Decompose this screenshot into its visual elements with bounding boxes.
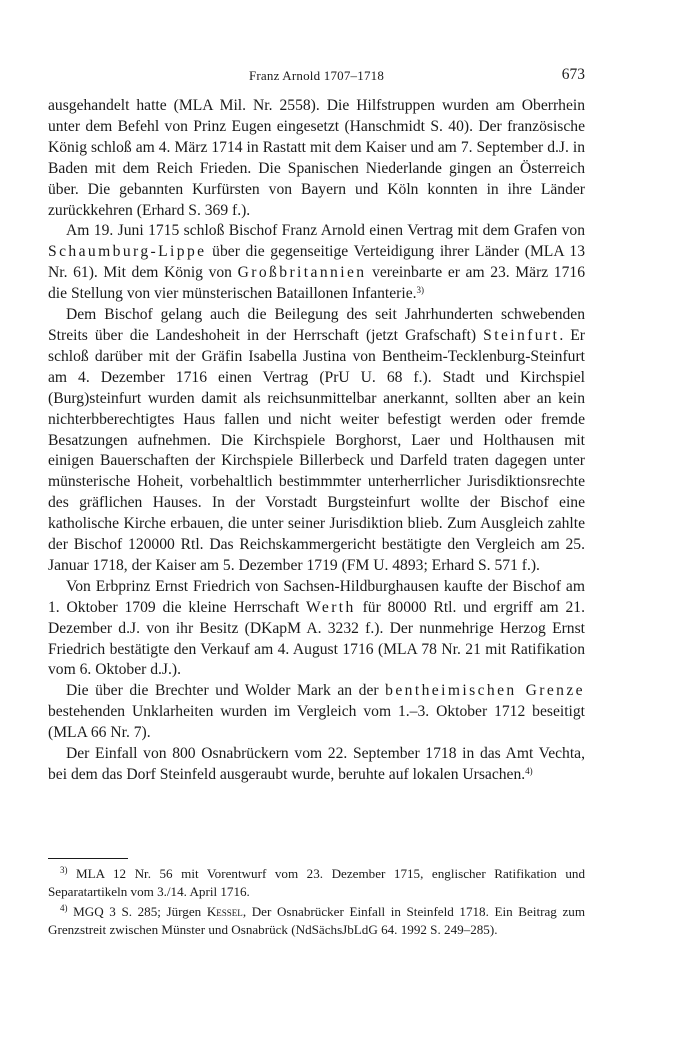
spaced-name-werth: Werth <box>306 598 356 616</box>
footnote-ref-4[interactable]: 4) <box>525 766 533 776</box>
paragraph-1-text: ausgehandelt hatte (MLA Mil. Nr. 2558). Die Hilfstruppen wurden am Oberrhein unter dem Befehl von Prinz Eugen eingesetzt (Hanschmidt S. 40). Der französische König schloß am 4. März 1714 in Rastatt mit dem Kaiser und am 7. September d.J. in Baden mit dem Reich Frieden. Die Spanischen Niederlande gingen an Österreich über. Die gebannten Kurfürsten von Bayern und Köln konnten in ihre Länder zurückkehren (Erhard S. 369 f.). <box>48 97 585 219</box>
footnote-4-text-b: , Der Osnabrücker Einfall in Steinfeld 1718. Ein Beitrag zum Grenzstreit zwischen Münster und Osnabrück (NdSächsJbLdG 64. 1992 S. 249–285). <box>48 904 586 937</box>
paragraph-2-text-c: vereinbarte er am 23. März 1716 die Stellung von vier münsterischen Bataillonen Infanterie. <box>48 264 585 303</box>
footnote-3-mark: 3) <box>60 865 68 875</box>
paragraph-3-text-b: . Er schloß darüber mit der Gräfin Isabella Justina von Bentheim-Tecklenburg-Steinfurt am 4. Dezember 1716 einen Vertrag (PrU U. 68 f.). Stadt und Kirchspiel (Burg)steinfurt wurden damit als reichsunmittelbar anerkannt, sollten aber an kein nichterbberechtigtes Haus fallen und nicht weiter befestigt werden oder fremde Besatzungen aufnehmen. Die Kirchspiele Borghorst, Laer und Holthausen mit einigen Bauerschaften der Kirchspiele Billerbeck und Darfeld traten dagegen unter münsterische Hoheit, vorbehaltlich bestimmmter unterherrlicher Jurisdiktionsrechte des gräflichen Hauses. In der Vorstadt Burgsteinfurt wollte der Bischof eine katholische Kirche erbauen, die unter seiner Jurisdiktion blieb. Zum Ausgleich zahlte der Bischof 120000 Rtl. Das Reichskammergericht bestätigte den Vergleich am 25. Januar 1718, der Kaiser am 5. Dezember 1719 (FM U. 4893; Erhard S. 571 f.). <box>48 326 586 574</box>
paragraph-3 <box>48 305 585 577</box>
paragraph-2 <box>48 221 585 305</box>
running-title: Franz Arnold 1707–1718 <box>248 68 385 83</box>
page-number: 673 <box>561 66 585 83</box>
paragraph-3-text-a: Dem Bischof gelang auch die Beilegung des seit Jahrhunderten schwebenden Streits über die Landeshoheit in der Herrschaft (jetzt Grafschaft) <box>48 306 585 344</box>
paragraph-6-text: Der Einfall von 800 Osnabrückern vom 22. September 1718 in das Amt Vechta, bei dem das Dorf Steinfeld ausgeraubt wurde, beruhte auf lokalen Ursachen. <box>48 745 585 783</box>
footnote-4-text-a: MGQ 3 S. 285; Jürgen <box>67 904 207 919</box>
spaced-name-schaumburg-lippe: Schaumburg-Lippe <box>48 243 207 261</box>
footnote-3 <box>48 865 585 900</box>
spaced-name-steinfurt: Steinfurt <box>483 326 560 344</box>
paragraph-5-text-b: bestehenden Unklarheiten wurden im Vergleich vom 1.–3. Oktober 1712 beseitigt (MLA 66 Nr. 7). <box>48 703 585 742</box>
paragraph-4-text-b: für 80000 Rtl. und ergriff am 21. Dezember d.J. von ihr Besitz (DKapM A. 3232 f.). Der nunmehrige Herzog Ernst Friedrich bestätigte den Verkauf am 4. August 1716 (MLA 78 Nr. 21 mit Ratifikation vom 6. Oktober d.J.). <box>48 598 585 679</box>
paragraph-4-text-a: Von Erbprinz Ernst Friedrich von Sachsen-Hildburghausen kaufte der Bischof am 1. Oktober 1709 die kleine Herrschaft <box>48 577 585 616</box>
spaced-name-bentheimischen-grenze: bentheimischen Grenze <box>385 682 585 700</box>
paragraph-1 <box>48 96 585 221</box>
paragraph-5 <box>48 681 585 744</box>
paragraph-2-text-b: über die gegenseitige Verteidigung ihrer Länder (MLA 13 Nr. 61). Mit dem König von <box>48 243 585 282</box>
paragraph-5-text-a: Die über die Brechter und Wolder Mark an der <box>66 682 386 700</box>
running-head <box>48 66 585 86</box>
footnote-3-text: MLA 12 Nr. 56 mit Vorentwurf vom 23. Dezember 1715, englischer Ratifikation und Separatartikeln vom 3./14. April 1716. <box>48 866 585 899</box>
paragraph-6 <box>48 744 585 786</box>
paragraph-2-text-a: Am 19. Juni 1715 schloß Bischof Franz Arnold einen Vertrag mit dem Grafen von <box>66 222 585 240</box>
footnote-4-mark: 4) <box>60 903 68 913</box>
spaced-name-grossbritannien: Großbritannien <box>237 264 367 282</box>
footnotes <box>48 865 585 938</box>
footnote-4-author: Kessel <box>206 904 243 919</box>
footnote-divider <box>48 858 128 859</box>
footnote-ref-3[interactable]: 3) <box>416 285 425 296</box>
main-text <box>48 96 585 786</box>
footnote-4 <box>48 903 585 938</box>
paragraph-4 <box>48 577 585 682</box>
